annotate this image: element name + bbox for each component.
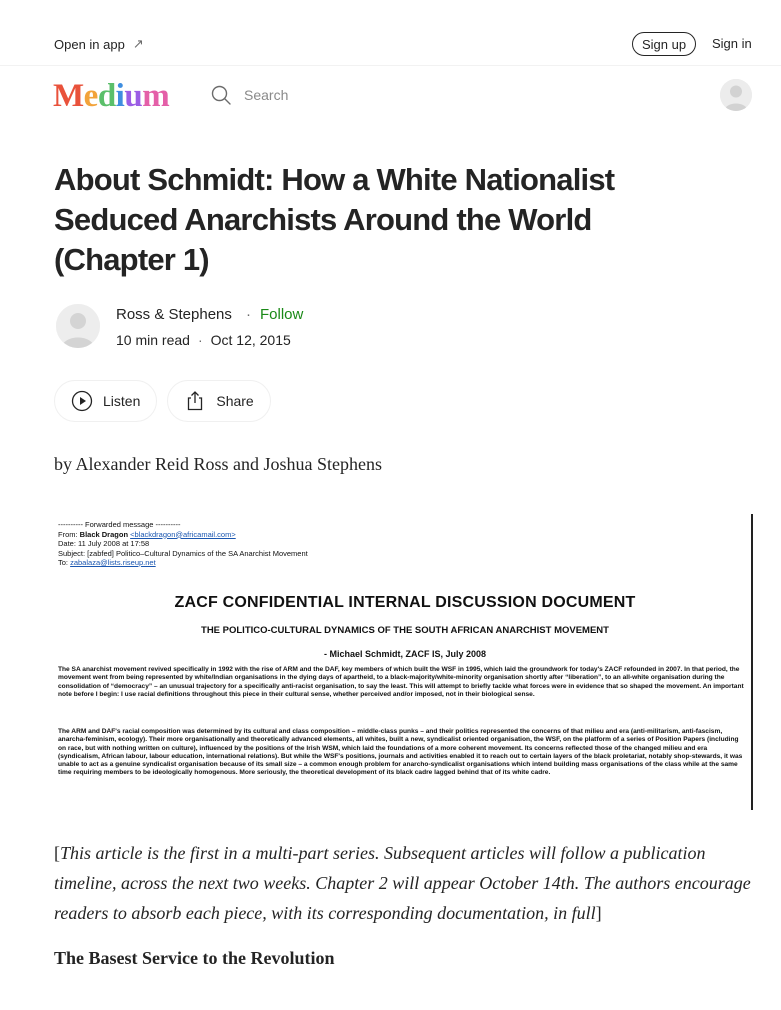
separator-dot: · xyxy=(197,332,203,348)
logo-letter: d xyxy=(97,78,116,114)
to-line: To: zabalaza@lists.riseup.net xyxy=(58,558,156,567)
author-name[interactable]: Ross & Stephens xyxy=(116,306,232,323)
share-icon xyxy=(184,390,206,412)
separator-dot: · xyxy=(246,306,251,323)
author-avatar[interactable] xyxy=(56,304,100,348)
document-subheading: THE POLITICO-CULTURAL DYNAMICS OF THE SOUTH AFRICAN ANARCHIST MOVEMENT xyxy=(201,625,609,636)
embedded-document-image xyxy=(54,510,756,810)
intro-bracket-close: ] xyxy=(595,903,602,923)
top-bar xyxy=(0,0,781,66)
listen-label: Listen xyxy=(103,393,141,409)
logo-letter: i xyxy=(115,78,125,114)
read-time: 10 min read xyxy=(116,332,190,348)
person-icon xyxy=(56,304,100,348)
listen-button[interactable] xyxy=(54,380,157,422)
share-button[interactable] xyxy=(167,380,270,422)
intro-text: This article is the first in a multi-part series. Subsequent articles will follow a publication timeline, across the next two weeks. Chapter 2 will appear October 14th. The authors encourage readers to absorb each piece, with its corresponding documentation, in full xyxy=(54,843,751,923)
search-icon xyxy=(210,84,232,106)
search-box[interactable] xyxy=(210,84,288,106)
document-attribution: - Michael Schmidt, ZACF IS, July 2008 xyxy=(323,649,487,659)
logo-letter: m xyxy=(142,78,170,114)
medium-logo[interactable] xyxy=(53,78,169,114)
external-arrow-icon: ↗ xyxy=(132,36,144,51)
section-heading: The Basest Service to the Revolution xyxy=(54,948,335,968)
email-header xyxy=(58,520,308,568)
subject-line: Subject: [zabfed] Politico–Cultural Dynamics of the SA Anarchist Movement xyxy=(58,548,308,558)
byline: by Alexander Reid Ross and Joshua Stephens xyxy=(54,454,382,474)
logo-letter: M xyxy=(53,78,84,114)
sign-up-button[interactable]: Sign up xyxy=(632,32,696,56)
forwarded-line: ---------- Forwarded message ---------- xyxy=(58,520,181,529)
play-icon xyxy=(71,390,93,412)
document-paragraph: The ARM and DAF's racial composition was determined by its cultural and class composition – middle-class punks – and their politics represented the concerns of that milieu and era (anti-militarism, anti-fascism, anarcha-feminism, ecology). Their more organisationally and theoretically advanced elements, all whites, built a new, syndicalist oriented organisation, the WSF, on the platform of a series of Position Papers (including on race, but with nothing written on culture), influenced by the positions of the Irish WSM, which laid the foundations of a more coherent movement. Its concerns reflected those of the changed milieu and era (syndicalism, African labour, labour education, international relations). But while the WSF's positions, journals and activities enabled it to reach out to certain layers of the black proletariat, notably shop-stewards, it was unable to act as a genuine syndicalist organisation because of its small size – a common enough problem for anarcho-syndicalist organisations which intend building mass organisations of the class while at the same time requiring members to be ideologically homogenous. More seriously, the theoretical development of its black cadre lagged behind that of its white cadre. xyxy=(58,728,743,777)
logo-letter: u xyxy=(124,78,143,114)
article-title: About Schmidt: How a White Nationalist Seduced Anarchists Around the World (Chapter 1) xyxy=(54,162,615,277)
publish-date: Oct 12, 2015 xyxy=(210,332,291,348)
article-actions xyxy=(54,380,271,422)
person-icon xyxy=(720,79,752,111)
intro-paragraph xyxy=(54,838,754,928)
intro-bracket-open: [ xyxy=(54,843,60,863)
sign-in-link[interactable]: Sign in xyxy=(712,36,752,51)
search-placeholder: Search xyxy=(244,87,289,103)
document-border xyxy=(751,514,753,810)
article-meta xyxy=(116,332,291,348)
share-label: Share xyxy=(216,393,254,409)
date-line: Date: 11 July 2008 at 17:58 xyxy=(58,539,150,548)
logo-letter: e xyxy=(83,78,98,114)
open-in-app-label: Open in app xyxy=(54,36,125,52)
follow-button[interactable]: Follow xyxy=(260,306,304,323)
user-avatar[interactable] xyxy=(720,79,752,111)
document-heading: ZACF CONFIDENTIAL INTERNAL DISCUSSION DOCUMENT xyxy=(174,594,636,611)
document-paragraph: The SA anarchist movement revived specifically in 1992 with the rise of ARM and the DAF, key members of which built the WSF in 1995, which laid the groundwork for today's ZACF refounded in 2007. In that period, the movement went from being represented by white/Indian organisations in the dying days of apartheid, to a black-majority/white-minority organisation shortly after “liberation”, to an all-white organisation during the consolidation of “democracy” – an unusual trajectory for a specifically anti-racist organisation, to say the least. This will attempt to briefly tackle what forces were in evidence that so shaped the movement. An important note before I begin: I use racial definitions throughout this piece in their cultural sense, whether perceived and/or imposed, not in their biological sense. xyxy=(58,666,744,698)
open-in-app-link[interactable] xyxy=(54,36,144,52)
from-line: From: Black Dragon <blackdragon@africamail.com> xyxy=(58,529,236,539)
